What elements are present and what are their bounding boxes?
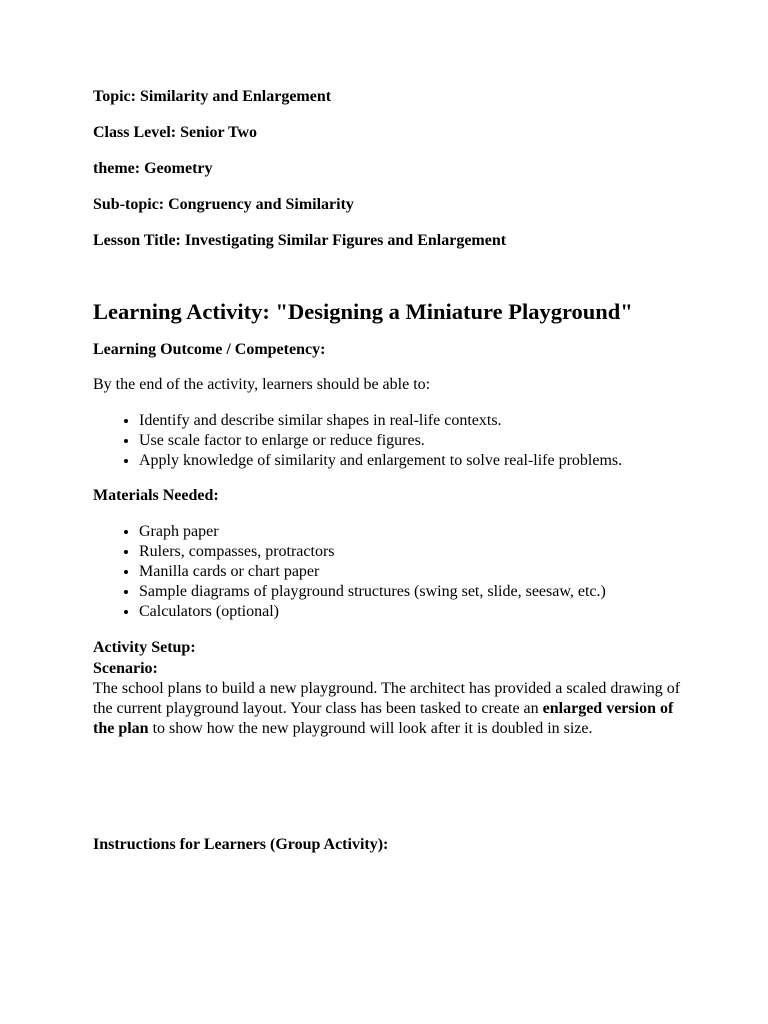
scenario-block xyxy=(93,659,693,739)
list-item: • Manilla cards or chart paper xyxy=(139,562,693,582)
outcome-heading: Learning Outcome / Competency: xyxy=(93,341,326,358)
activity-title: Learning Activity: "Designing a Miniature Playground" xyxy=(93,299,633,324)
scenario-text-end: to show how the new playground will look after it is doubled in size. xyxy=(148,720,593,737)
theme-line: theme: Geometry xyxy=(93,160,213,177)
list-item: • Apply knowledge of similarity and enlargement to solve real-life problems. xyxy=(139,451,693,471)
scenario-text-emphasis: enlarged version of the plan xyxy=(93,700,674,737)
sub-topic-line: Sub-topic: Congruency and Similarity xyxy=(93,196,354,213)
topic-line: Topic: Similarity and Enlargement xyxy=(93,88,332,105)
list-item: • Use scale factor to enlarge or reduce figures. xyxy=(139,431,693,451)
list-item: • Calculators (optional) xyxy=(139,602,693,622)
materials-heading: Materials Needed: xyxy=(93,487,219,504)
outcomes-list xyxy=(93,411,693,471)
setup-heading: Activity Setup: xyxy=(93,639,196,656)
list-item: • Rulers, compasses, protractors xyxy=(139,542,693,562)
lesson-title-line: Lesson Title: Investigating Similar Figures and Enlargement xyxy=(93,232,507,249)
outcome-intro: By the end of the activity, learners should be able to: xyxy=(93,376,431,393)
class-level-line: Class Level: Senior Two xyxy=(93,124,258,141)
scenario-label: Scenario: xyxy=(93,660,158,677)
document-page xyxy=(93,86,693,856)
list-item: • Sample diagrams of playground structures (swing set, slide, seesaw, etc.) xyxy=(139,582,693,602)
materials-list xyxy=(93,522,693,622)
instructions-heading: Instructions for Learners (Group Activity): xyxy=(93,836,389,853)
scenario-text-start: The school plans to build a new playground. The architect has provided a scaled drawing of the current playground layout. Your class has been tasked to create an xyxy=(93,680,681,717)
list-item: • Identify and describe similar shapes in real-life contexts. xyxy=(139,411,693,431)
list-item: • Graph paper xyxy=(139,522,693,542)
